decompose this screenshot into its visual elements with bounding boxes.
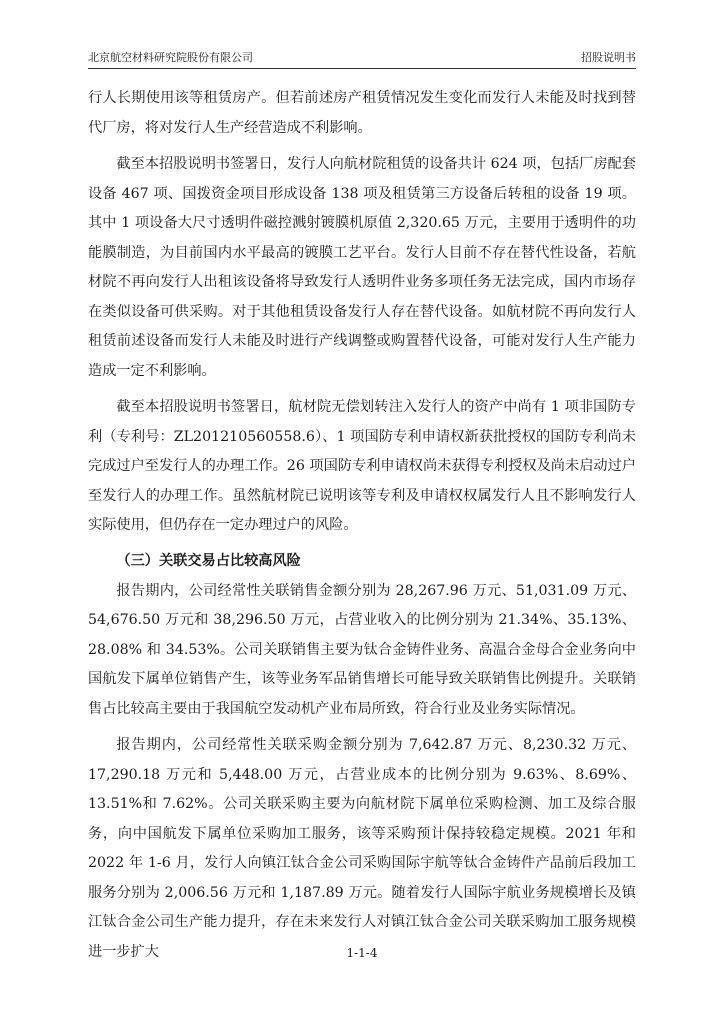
paragraph-related-sales: 报告期内，公司经常性关联销售金额分别为 28,267.96 万元、51,031.09 万元、54,676.50 万元和 38,296.50 万元，占营业收入的比例分别为 21.34%、35.13%、28.08% 和 34.53%。公司关联销售主要为钛合金铸件业务、高温合金母合金业务向中国航发下属单位销售产生，该等业务军品销售增长可能导致关联销售比例提升。关联销售占比较高主要由于我国航空发动机产业布局所致，符合行业及业务实际情况。	[88, 582, 636, 717]
page-number: 1-1-4	[346, 946, 378, 960]
section-heading-related-transactions: （三）关联交易占比较高风险	[116, 552, 301, 569]
paragraph-patent-transfer: 截至本招股说明书签署日，航材院无偿划转注入发行人的资产中尚有 1 项非国防专利（专利号：ZL201210560558.6）、1 项国防专利申请权新获批授权的国防专利尚未完成过户至发行人的办理工作。26 项国防专利申请权尚未获得专利授权及尚未启动过户至发行人的办理工作。虽然航材院已说明该等专利及申请权权属发行人且不影响发行人实际使用，但仍存在一定办理过户的风险。	[88, 399, 636, 533]
page-header	[88, 50, 636, 69]
header-company-name: 北京航空材料研究院股份有限公司	[88, 51, 253, 64]
paragraph-lease-continuation: 行人长期使用该等租赁房产。但若前述房产租赁情况发生变化而发行人未能及时找到替代厂房，将对发行人生产经营造成不利影响。	[88, 90, 636, 136]
paragraph-equipment-lease: 截至本招股说明书签署日，发行人向航材院租赁的设备共计 624 项，包括厂房配套设备 467 项、国拨资金项目形成设备 138 项及租赁第三方设备后转租的设备 19 项。其中 1 项设备大尺寸透明件磁控溅射镀膜机原值 2,320.65 万元，主要用于透明件的功能膜制造，为目前国内水平最高的镀膜工艺平台。发行人目前不存在替代性设备，若航材院不再向发行人出租该设备将导致发行人透明件业务多项任务无法完成，国内市场存在类似设备可供采购。对于其他租赁设备发行人存在替代设备。如航材院不再向发行人租赁前述设备而发行人未能及时进行产线调整或购置替代设备，可能对发行人生产能力造成一定不利影响。	[88, 156, 636, 379]
header-document-type: 招股说明书	[581, 51, 636, 64]
paragraph-related-purchases: 报告期内，公司经常性关联采购金额分别为 7,642.87 万元、8,230.32 万元、17,290.18 万元和 5,448.00 万元，占营业成本的比例分别为 9.63%、8.69%、13.51%和 7.62%。公司关联采购主要为向航材院下属单位采购检测、加工及综合服务，向中国航发下属单位采购加工服务，该等采购预计保持较稳定规模。2021 年和 2022 年 1-6 月，发行人向镇江钛合金公司采购国际宇航等钛合金铸件产品前后段加工服务分别为 2,006.56 万元和 1,187.89 万元。随着发行人国际宇航业务规模增长及镇江钛合金公司生产能力提升，存在未来发行人对镇江钛合金公司关联采购加工服务规模进一步扩大	[88, 737, 636, 960]
document-body	[88, 84, 636, 967]
